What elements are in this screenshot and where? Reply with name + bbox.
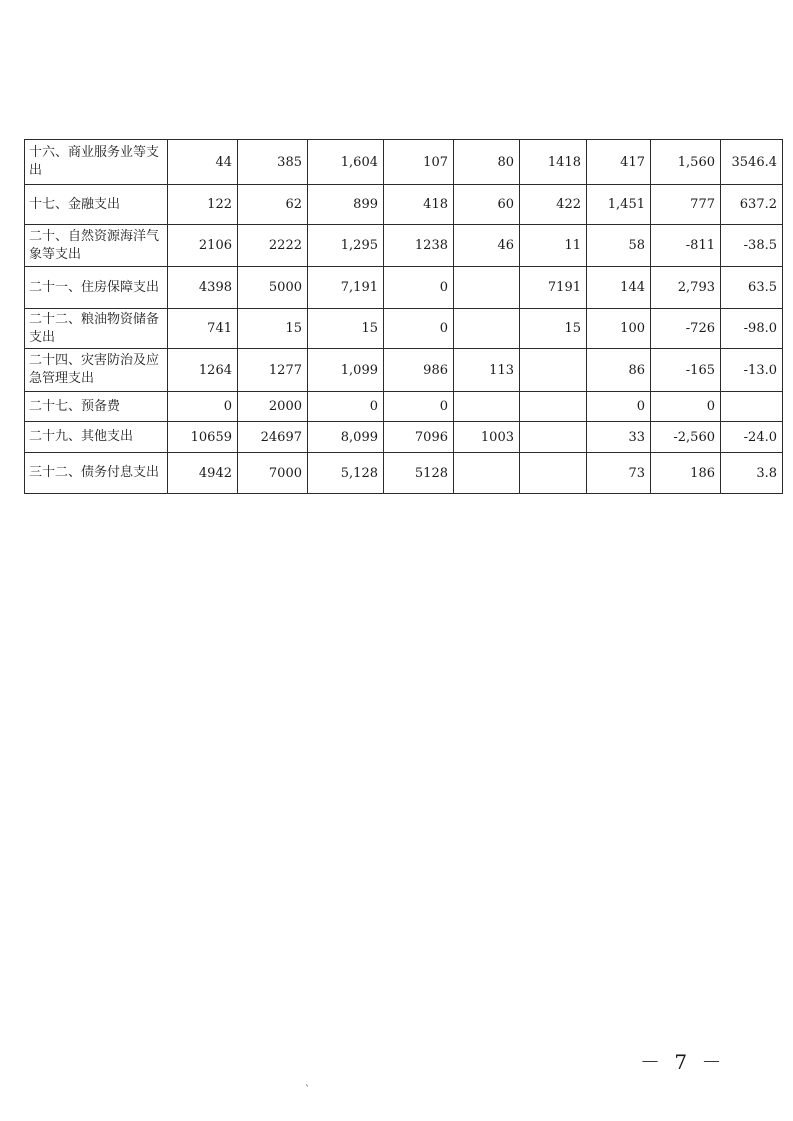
- cell: [520, 349, 587, 392]
- cell: 86: [587, 349, 651, 392]
- cell: 44: [168, 140, 238, 185]
- cell: 7,191: [308, 267, 384, 309]
- cell: 0: [308, 392, 384, 422]
- cell: -13.0: [721, 349, 783, 392]
- cell: 5128: [384, 453, 454, 494]
- table-row: [25, 140, 783, 185]
- cell: 1,604: [308, 140, 384, 185]
- cell: 144: [587, 267, 651, 309]
- cell: 2222: [238, 225, 308, 267]
- cell: 1,295: [308, 225, 384, 267]
- cell: 3.8: [721, 453, 783, 494]
- cell: 0: [384, 267, 454, 309]
- row-label: 二十、自然资源海洋气象等支出: [25, 225, 168, 267]
- cell: [520, 422, 587, 453]
- cell: 637.2: [721, 185, 783, 225]
- cell: 33: [587, 422, 651, 453]
- cell: -98.0: [721, 309, 783, 349]
- cell: 8,099: [308, 422, 384, 453]
- cell: 1,560: [651, 140, 721, 185]
- cell: 1,451: [587, 185, 651, 225]
- cell: 4942: [168, 453, 238, 494]
- cell: 4398: [168, 267, 238, 309]
- row-label: 三十二、债务付息支出: [25, 453, 168, 494]
- cell: 0: [587, 392, 651, 422]
- cell: -2,560: [651, 422, 721, 453]
- table-row: [25, 349, 783, 392]
- cell: 15: [520, 309, 587, 349]
- row-label: 二十一、住房保障支出: [25, 267, 168, 309]
- cell: 1238: [384, 225, 454, 267]
- cell: 15: [238, 309, 308, 349]
- cell: [520, 453, 587, 494]
- cell: 7096: [384, 422, 454, 453]
- row-label: 二十二、粮油物资储备支出: [25, 309, 168, 349]
- cell: 5000: [238, 267, 308, 309]
- cell: 2000: [238, 392, 308, 422]
- cell: 0: [651, 392, 721, 422]
- cell: 1,099: [308, 349, 384, 392]
- cell: 7191: [520, 267, 587, 309]
- cell: 11: [520, 225, 587, 267]
- table-row: [25, 185, 783, 225]
- cell: 0: [384, 392, 454, 422]
- row-label: 十六、商业服务业等支出: [25, 140, 168, 185]
- cell: 46: [454, 225, 520, 267]
- cell: -38.5: [721, 225, 783, 267]
- cell: 122: [168, 185, 238, 225]
- cell: [721, 392, 783, 422]
- cell: 3546.4: [721, 140, 783, 185]
- cell: 418: [384, 185, 454, 225]
- cell: 417: [587, 140, 651, 185]
- row-label: 二十四、灾害防治及应急管理支出: [25, 349, 168, 392]
- cell: 0: [384, 309, 454, 349]
- cell: 385: [238, 140, 308, 185]
- cell: 24697: [238, 422, 308, 453]
- cell: 10659: [168, 422, 238, 453]
- cell: 986: [384, 349, 454, 392]
- expenditure-table: [24, 139, 783, 494]
- cell: 899: [308, 185, 384, 225]
- cell: 60: [454, 185, 520, 225]
- cell: 186: [651, 453, 721, 494]
- cell: 741: [168, 309, 238, 349]
- cell: -726: [651, 309, 721, 349]
- row-label: 二十七、预备费: [25, 392, 168, 422]
- table-row: [25, 422, 783, 453]
- cell: 107: [384, 140, 454, 185]
- cell: 2,793: [651, 267, 721, 309]
- cell: -165: [651, 349, 721, 392]
- cell: 73: [587, 453, 651, 494]
- row-label: 十七、金融支出: [25, 185, 168, 225]
- cell: 15: [308, 309, 384, 349]
- page-number: － 7 －: [640, 1050, 726, 1074]
- scan-speck: ˋ: [305, 1085, 310, 1096]
- row-label: 二十九、其他支出: [25, 422, 168, 453]
- cell: [454, 392, 520, 422]
- table-row: [25, 267, 783, 309]
- cell: 1264: [168, 349, 238, 392]
- cell: -811: [651, 225, 721, 267]
- table-row: [25, 392, 783, 422]
- cell: [454, 309, 520, 349]
- cell: 113: [454, 349, 520, 392]
- table-row: [25, 453, 783, 494]
- cell: 0: [168, 392, 238, 422]
- cell: -24.0: [721, 422, 783, 453]
- table-row: [25, 309, 783, 349]
- cell: 62: [238, 185, 308, 225]
- cell: 777: [651, 185, 721, 225]
- cell: 100: [587, 309, 651, 349]
- cell: 1418: [520, 140, 587, 185]
- cell: [520, 392, 587, 422]
- cell: 422: [520, 185, 587, 225]
- cell: 1277: [238, 349, 308, 392]
- cell: 58: [587, 225, 651, 267]
- cell: [454, 453, 520, 494]
- cell: 63.5: [721, 267, 783, 309]
- cell: [454, 267, 520, 309]
- cell: 7000: [238, 453, 308, 494]
- cell: 2106: [168, 225, 238, 267]
- cell: 5,128: [308, 453, 384, 494]
- cell: 80: [454, 140, 520, 185]
- cell: 1003: [454, 422, 520, 453]
- table-row: [25, 225, 783, 267]
